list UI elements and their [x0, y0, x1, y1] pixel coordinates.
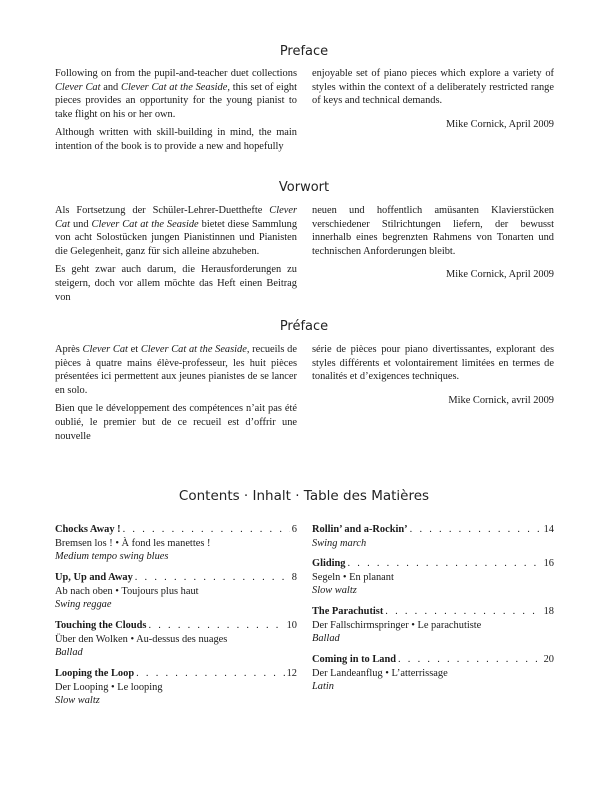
- translated-titles: Ab nach oben • Toujours plus haut: [55, 585, 199, 597]
- style-description: Slow waltz: [55, 695, 100, 707]
- preface-heading-de: Vorwort: [278, 180, 330, 195]
- book-title: Clever Cat: [55, 205, 297, 230]
- leader-dots: [398, 653, 542, 667]
- paragraph: [55, 204, 297, 258]
- toc-entry[interactable]: [55, 667, 297, 708]
- toc-title-row: [312, 557, 554, 571]
- page-number: 6: [291, 524, 297, 535]
- leader-dots: [410, 523, 542, 537]
- leader-dots: [348, 557, 542, 571]
- contents-left-column: [55, 523, 297, 715]
- paragraph: [55, 402, 297, 443]
- piece-title: Chocks Away !: [55, 524, 121, 535]
- piece-title: Up, Up and Away: [55, 572, 133, 583]
- text-segment: , this set of eight pieces provides an opportunity for the young pianist to take flight on his or her own.: [55, 81, 298, 120]
- style-description: Slow waltz: [312, 585, 357, 597]
- style-description: Ballad: [312, 633, 340, 645]
- text-segment: bietet diese Sammlung von acht Solostücken jungen Pianistinnen und Pianisten die Gelegenheit, ganz für sich alleine abzuheben.: [55, 218, 298, 257]
- translated-titles: Bremsen los ! • À fond les manettes !: [55, 537, 211, 549]
- text-segment: Although written with skill-building in mind, the main intention of the book is to provide a new and hopefully: [55, 127, 297, 152]
- paragraph: [312, 343, 554, 384]
- text-segment: , recueils de pièces à quatre mains élève-professeur, les huit pièces présentées ici permettent aux jeunes pianistes de se lancer en solo.: [55, 344, 297, 396]
- signature: Mike Cornick, avril 2009: [448, 394, 554, 406]
- contents-heading: Contents · Inhalt · Table des Matières: [178, 488, 430, 504]
- book-title: Clever Cat at the Seaside: [140, 344, 247, 355]
- right-column: [312, 67, 554, 131]
- paragraph: [312, 67, 554, 108]
- toc-entry[interactable]: [312, 653, 554, 694]
- page-number: 16: [543, 558, 554, 570]
- paragraph: [55, 343, 297, 397]
- right-column: [312, 343, 554, 407]
- style-description: Latin: [312, 681, 334, 693]
- toc-title-row: [312, 653, 554, 667]
- text-segment: et: [127, 344, 141, 355]
- toc-entry[interactable]: [312, 557, 554, 598]
- style-description: Medium tempo swing blues: [55, 551, 169, 563]
- book-title: Clever Cat: [82, 344, 128, 355]
- signature: Mike Cornick, April 2009: [446, 269, 554, 281]
- toc-entry[interactable]: [55, 571, 297, 612]
- translated-titles: Segeln • En planant: [312, 571, 394, 583]
- page-number: 20: [543, 654, 554, 666]
- piece-title: Rollin’ and a-Rockin’: [312, 524, 408, 535]
- translated-titles: Der Looping • Le looping: [55, 681, 163, 693]
- text-segment: Bien que le développement des compétences n’ait pas été oublié, le premier but de ce recueil est d’offrir une nouvelle: [55, 403, 297, 442]
- toc-title-row: [55, 667, 297, 681]
- text-segment: Es geht zwar auch darum, die Herausforderungen zu steigern, doch vor allem möchte das Heft einen Beitrag von: [55, 264, 297, 303]
- toc-entry[interactable]: [55, 523, 297, 564]
- signature: Mike Cornick, April 2009: [446, 118, 554, 130]
- contents-right-column: [312, 523, 554, 701]
- text-segment: Als Fortsetzung der Schüler-Lehrer-Duetthefte: [55, 205, 270, 216]
- book-title: Clever Cat: [55, 81, 101, 93]
- piece-title: The Parachutist: [312, 606, 384, 618]
- text-segment: and: [100, 81, 122, 93]
- toc-title-row: [312, 605, 554, 619]
- piece-title: Gliding: [312, 558, 346, 570]
- text-segment: enjoyable set of piano pieces which explore a variety of styles within the context of a deliberately restricted range of keys and technical demands.: [312, 68, 554, 107]
- paragraph: [55, 126, 297, 153]
- leader-dots: [148, 619, 284, 633]
- leader-dots: [385, 605, 541, 619]
- preface-heading-en: Preface: [279, 44, 329, 59]
- text-segment: série de pièces pour piano divertissantes, explorant des styles différents et volontairement limitées en termes de tonalités et d’exigences techniques.: [312, 344, 554, 383]
- toc-title-row: [312, 523, 554, 537]
- leader-dots: [123, 523, 290, 537]
- translated-titles: Der Fallschirmspringer • Le parachutiste: [312, 619, 482, 631]
- left-column: [55, 343, 297, 448]
- piece-title: Touching the Clouds: [55, 620, 147, 631]
- piece-title: Looping the Loop: [55, 668, 135, 679]
- translated-titles: Über den Wolken • Au-dessus des nuages: [55, 633, 228, 645]
- toc-entry[interactable]: [55, 619, 297, 660]
- text-segment: und: [70, 218, 92, 230]
- paragraph: [312, 204, 554, 258]
- leader-dots: [135, 571, 290, 585]
- book-title: Clever Cat at the Seaside: [121, 81, 228, 93]
- toc-title-row: [55, 619, 297, 633]
- page-number: 8: [291, 572, 297, 583]
- page-number: 18: [543, 606, 554, 618]
- text-segment: Après: [55, 344, 83, 355]
- style-description: Swing march: [312, 537, 367, 549]
- toc-title-row: [55, 571, 297, 585]
- preface-heading-fr: Préface: [279, 319, 329, 334]
- toc-entry[interactable]: [312, 523, 554, 550]
- translated-titles: Der Landeanflug • L’atterrissage: [312, 667, 448, 679]
- text-segment: Following on from the pupil-and-teacher duet collections: [55, 68, 297, 79]
- style-description: Ballad: [55, 647, 83, 659]
- toc-title-row: [55, 523, 297, 537]
- page-number: 12: [286, 668, 297, 679]
- left-column: [55, 67, 297, 159]
- page-number: 14: [543, 524, 554, 535]
- book-title: Clever Cat at the Seaside: [91, 218, 199, 230]
- page-number: 10: [286, 620, 297, 631]
- leader-dots: [136, 667, 285, 681]
- right-column: [312, 204, 554, 282]
- paragraph: [55, 67, 297, 121]
- piece-title: Coming in to Land: [312, 654, 397, 666]
- text-segment: neuen und hoffentlich amüsanten Klavierstücken verschiedener Stilrichtungen liefern, der bewusst innerhalb eines begrenzten Rahmens von Tonarten und technischen Anforderungen bleibt.: [312, 205, 554, 257]
- style-description: Swing reggae: [55, 599, 112, 611]
- toc-entry[interactable]: [312, 605, 554, 646]
- left-column: [55, 204, 297, 309]
- paragraph: [55, 263, 297, 304]
